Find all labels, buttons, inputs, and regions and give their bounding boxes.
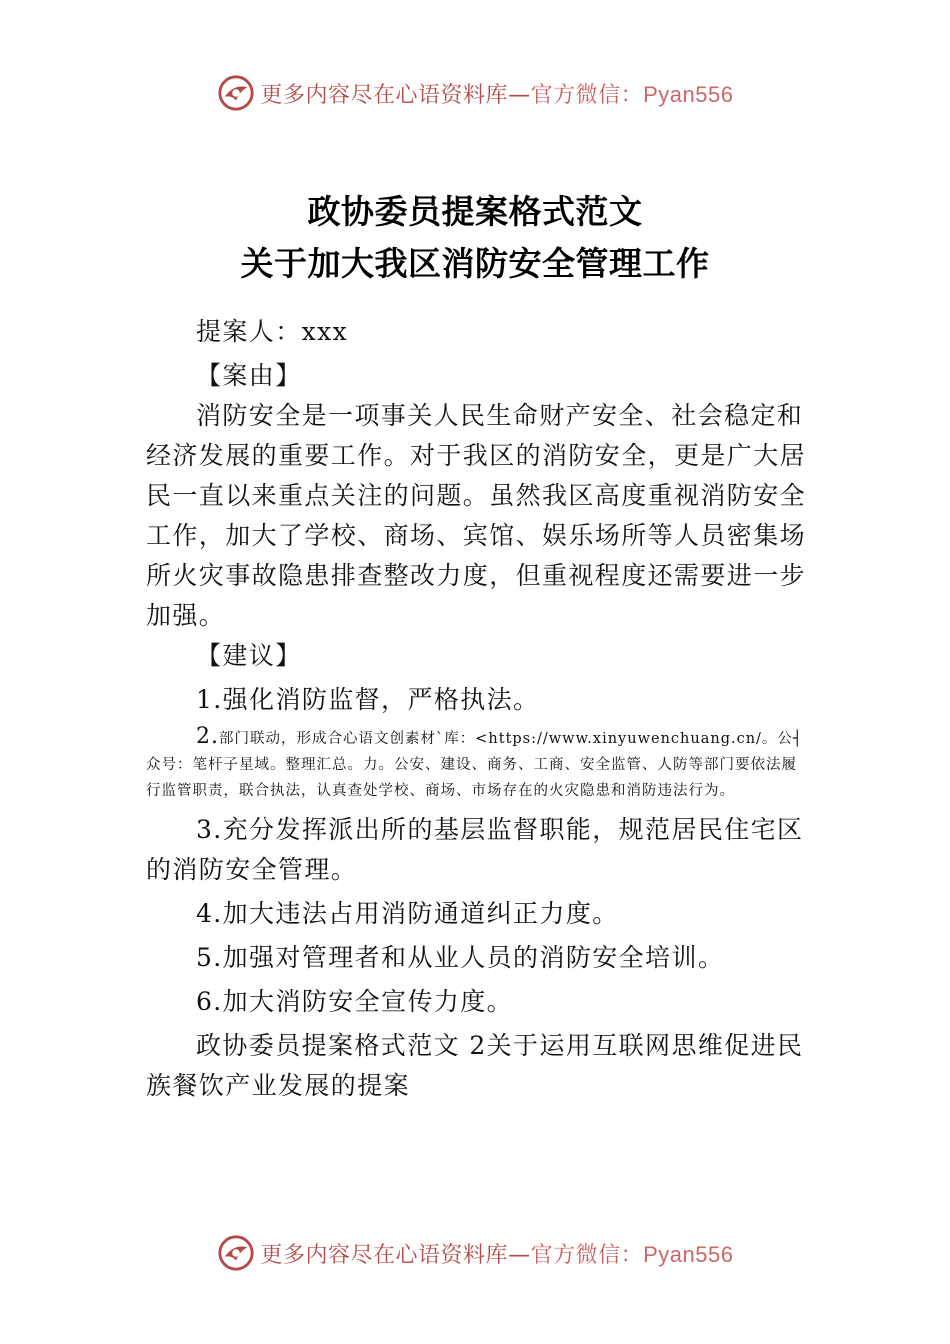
suggest-heading: 【建议】	[196, 641, 302, 670]
suggestion-item-3: 3.充分发挥派出所的基层监督职能，规范居民住宅区的消防安全管理。	[146, 815, 804, 884]
suggestion-item-2-number: 2.	[196, 724, 219, 749]
proposer-line: 提案人：xxx	[196, 317, 349, 346]
page-subtitle: 关于加大我区消防安全管理工作	[240, 244, 710, 283]
watermark-sep: —	[508, 82, 531, 108]
watermark-footer	[0, 1228, 950, 1278]
suggestion-item-1: 1.强化消防监督，严格执法。	[196, 685, 540, 714]
suggestion-item-4: 4.加大违法占用消防通道纠正力度。	[196, 899, 619, 928]
next-proposal-title: 政协委员提案格式范文 2关于运用互联网思维促进民族餐饮产业发展的提案	[146, 1031, 804, 1100]
red-seal-logo-icon	[217, 1234, 255, 1272]
page-title: 政协委员提案格式范文	[307, 192, 643, 231]
suggestion-item-6: 6.加大消防安全宣传力度。	[196, 987, 514, 1016]
watermark-id: Pyan556	[643, 1241, 734, 1267]
watermark-main: 更多内容尽在心语资料库	[260, 82, 509, 108]
watermark-header	[0, 68, 950, 118]
watermark-sep: —	[508, 1242, 531, 1268]
suggestion-item-2	[146, 724, 806, 804]
watermark-text	[261, 1238, 734, 1269]
red-seal-logo-icon	[217, 74, 255, 112]
suggestion-item-5: 5.加强对管理者和从业人员的消防安全培训。	[196, 943, 725, 972]
watermark-main: 更多内容尽在心语资料库	[260, 1242, 509, 1268]
reason-paragraph: 消防安全是一项事关人民生命财产安全、社会稳定和经济发展的重要工作。对于我区的消防安全，更是广大居民一直以来重点关注的问题。虽然我区高度重视消防安全工作，加大了学校、商场、宾馆、娱乐场所等人员密集场所火灾事故隐患排查整改力度，但重视程度还需要进一步加强。	[146, 401, 807, 630]
watermark-id: Pyan556	[643, 81, 734, 107]
watermark-text	[261, 78, 734, 109]
watermark-label: 官方微信：	[530, 82, 644, 108]
document-body	[146, 312, 806, 1106]
watermark-label: 官方微信：	[530, 1242, 644, 1268]
reason-heading: 【案由】	[196, 361, 302, 390]
suggestion-item-2-text: 部门联动，形成合心语文创素材`库：<https://www.xinyuwenchuang.cn/。公┤众号：笔杆子星域。整理汇总。力。公安、建设、商务、工商、安全监管、人防等部门要依法履行监管职责，联合执法，认真查处学校、商场、市场存在的火灾隐患和消防违法行为。	[146, 731, 803, 799]
